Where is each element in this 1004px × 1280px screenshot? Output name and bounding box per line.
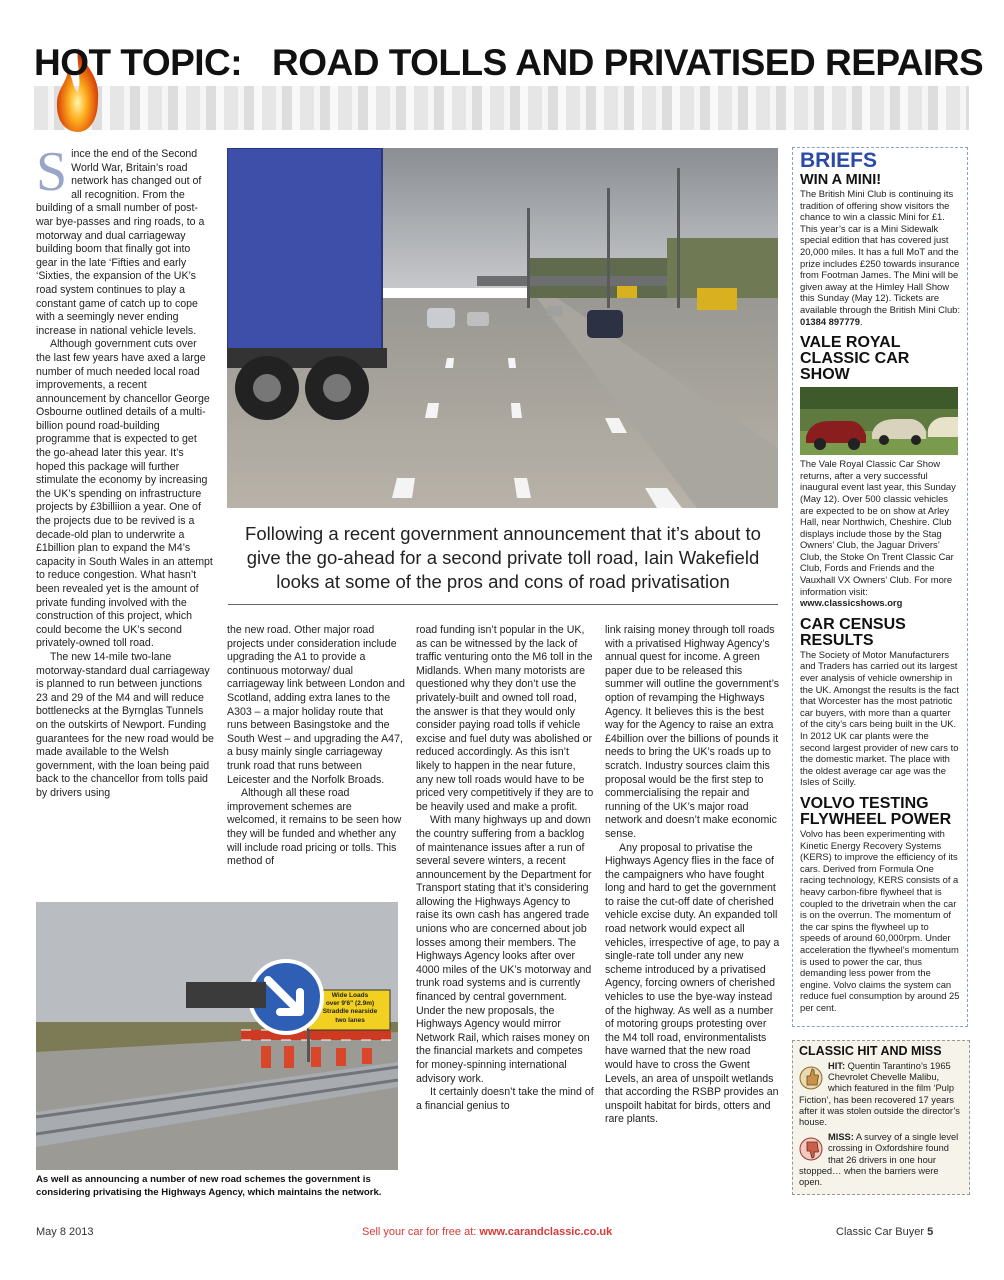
paragraph: The new 14-mile two-lane motorway-standard dual carriageway is planned to run between junctions 23 and 29 of the M4 and will reduce bottlenecks at the Byrnglas Tunnels on the outskirts of Newport. Funding guarantees for the new road would be made available to the Welsh government, with the loan being paid back to the chancellor from tolls paid by drivers using bbox=[36, 650, 214, 799]
hit-body: Quentin Tarantino’s 1965 Chevrolet Chevelle Malibu, which featured in the film ‘Pulp Fiction’, has been recovered 17 years after it was stolen outside the director’s house. bbox=[799, 1061, 960, 1128]
brief-text: The Society of Motor Manufacturers and Traders has carried out its largest ever analysis of vehicle ownership in the UK. Amongst the results is the fact that Worcester has the most patriotic car buyers, with more than a quarter of the city’s cars being built in the UK. In 2012 UK car plants were the second largest provider of new cars to the domestic market. The place with the oldest average car age was the Isles of Scilly. bbox=[800, 648, 959, 788]
article-standfirst: Following a recent government announcement that it’s about to give the go-ahead for a second private toll road, Iain Wakefield looks at some of the pros and cons of road privatisation bbox=[245, 523, 761, 592]
brief-title: WIN A MINI! bbox=[800, 172, 882, 188]
tyre-tread-banner bbox=[34, 86, 969, 130]
miss-body: A survey of a single level crossing in Oxfordshire found that 26 drivers in one hour stopped… when the barriers were open. bbox=[799, 1132, 959, 1188]
hot-topic-label: HOT TOPIC: bbox=[34, 42, 243, 83]
promo-url[interactable]: www.carandclassic.co.uk bbox=[479, 1226, 613, 1238]
paragraph: link raising money through toll roads with a privatised Highway Agency’s annual quest for income. A green paper due to be released this summer will outline the government’s option of revamping the Highways Agency. It believes this is the best way for the Agency to raise an extra £4billion over the billions of pounds it needs to bring the UK’s roads up to scratch. Industry sources claim this proposal would be the first step to commercialising the repair and running of the UK’s major road network and doesn’t make economic sense. bbox=[605, 624, 780, 840]
article-column-1 bbox=[36, 141, 214, 801]
classic-car-show-photo bbox=[800, 387, 958, 455]
page-number: 5 bbox=[927, 1226, 934, 1238]
paragraph: road funding isn’t popular in the UK, as can be witnessed by the lack of traffic venturing onto the M6 toll in the Midlands. When many motorists are questioned why they don’t use the privately-built and owned toll road, the answer is that they would only consider paying road tolls if vehicle excise and fuel duty was abolished or reduced accordingly. As this isn’t likely to happen in the near future, any new toll roads would have to be priced very competitively if they are to be heavily used and make a profit. bbox=[416, 624, 594, 813]
headline bbox=[34, 42, 984, 84]
paragraph: ince the end of the Second World War, Britain’s road network has changed out of all recognition. From the building of a small number of post-war bye-passes and ring roads, to a motorway and dual carriageway building boom that finally got into gear in the late ‘Fifties and early ‘Sixties, the expansion of the UK’s road system continues to play a constant game of catch up to cope with a seemingly never ending increase in national vehicle levels. bbox=[36, 148, 205, 337]
roadworks-sign-text bbox=[312, 992, 388, 1025]
hit-and-miss-box bbox=[792, 1040, 970, 1195]
paragraph: Although all these road improvement schemes are welcomed, it remains to be seen how they will be funded and whether any will include road pricing or tolls. This method of bbox=[227, 787, 402, 868]
magazine-name: Classic Car Buyer bbox=[836, 1226, 925, 1238]
hit-text bbox=[799, 1061, 963, 1128]
brief-url[interactable]: www.classicshows.org bbox=[800, 597, 903, 609]
article-column-2 bbox=[227, 624, 405, 869]
miss-text bbox=[799, 1132, 963, 1188]
hit-label: HIT: bbox=[828, 1061, 846, 1071]
brief-title: VALE ROYAL CLASSIC CAR SHOW bbox=[800, 334, 910, 384]
promo-text: Sell your car for free at: bbox=[362, 1226, 477, 1238]
paragraph: It certainly doesn’t take the mind of a financial genius to bbox=[416, 1086, 594, 1112]
brief-title: VOLVO TESTING FLYWHEEL POWER bbox=[800, 794, 952, 828]
brief-text bbox=[800, 458, 960, 609]
brief-body: The British Mini Club is continuing its tradition of offering show visitors the chance to win a classic Mini for £1. This year’s car is a Mini Sidewalk special edition that has covered just 20,000 miles. It has a full MoT and the prize includes £250 towards insurance from Footman James. The Mini will be given away at the Himley Hall Show this Sunday (May 12). Tickets are available through the British Mini Club: bbox=[800, 188, 960, 315]
article-column-4 bbox=[605, 624, 780, 1127]
brief-title: CAR CENSUS RESULTS bbox=[800, 615, 906, 649]
paragraph: the new road. Other major road projects under consideration include upgrading the A1 to provide a continuous motorway/ dual carriageway link between London and Scotland, adding extra lanes to the A303 – a major holiday route that runs between Basingstoke and the South West – and upgrading the A47, a busy mainly single carriageway trunk road that runs between Leicester and the Norfolk Broads. bbox=[227, 624, 405, 786]
thumbs-down-icon bbox=[799, 1134, 823, 1164]
page-title: ROAD TOLLS AND PRIVATISED REPAIRS bbox=[272, 42, 984, 83]
brief-text: The British Mini Club is continuing its tradition of offering show visitors the chance to win a classic Mini for £1. This year’s car is a Mini Sidewalk special edition that has covered just 20,000 miles. It has a full MoT and the prize includes £250 towards insurance from Footman James. The Mini will be given away at the Himley Hall Show this Sunday (May 12). Tickets are available through the British Mini Club: 01384 897779. bbox=[800, 188, 960, 327]
brief-body: The Vale Royal Classic Car Show returns, after a very successful inaugural event last year, this Sunday (May 12). Over 500 classic vehicles are expected to be on show at Arley Hall, near Northwich, Cheshire. Club displays include those by the Stag Owners’ Club, the Jaguar Drivers’ Club, the Stoke On Trent Classic Car Club, Fords and Friends and the Vauxhall VX Owners’ Club. For more information visit: bbox=[800, 458, 956, 597]
photo-caption: As well as announcing a number of new road schemes the government is considering privatising the Highways Agency, which maintains the network. bbox=[36, 1174, 382, 1198]
drop-cap: S bbox=[36, 141, 68, 203]
divider bbox=[228, 604, 778, 605]
sign-line: Wide Loads bbox=[331, 992, 369, 999]
paragraph: Any proposal to privatise the Highways Agency flies in the face of the campaigners who have fought long and hard to get the government to raise the cut-off date of cherished vehicle excise duty. An expanded toll road network would expect all vehicles, irrespective of age, to pay a single-rate toll under any new scheme introduced by a privatised Agency, forcing owners of cherished vehicles to use the bye-way instead of the highway. As well as a number of motoring groups protesting over the M4 toll road, environmentalists have warned that the new road would have to cross the Gwent Levels, an area of unspoilt wetlands that according the RSBP provides an unspoilt habitat for birds, otters and rare plants. bbox=[605, 841, 780, 1126]
miss-label: MISS: bbox=[828, 1132, 854, 1143]
footer-magazine bbox=[836, 1226, 933, 1238]
issue-date: May 8 2013 bbox=[36, 1226, 94, 1238]
paragraph: With many highways up and down the country suffering from a backlog of maintenance issues after a run of several severe winters, a recent announcement by the Department for Transport stating that it’s considering allowing the Highways Agency to raise its own cash has angered trade unions who are concerned about job losses among their members. The Highways Agency looks after over 4000 miles of the UK’s motorway and trunk road systems and is currently financed by central government. Under the new proposals, the Highways Agency would mirror Network Rail, which raises money on the financial markets and competes for money-spinning international advisory work. bbox=[416, 814, 592, 1085]
brief-text: Volvo has been experimenting with Kinetic Energy Recovery Systems (KERS) to improve the efficiency of its cars. Derived from Formula One racing technology, KERS consists of a heavy carbon-fibre flywheel that is coupled to the drivetrain when the car is on the overrun. The momentum of the car spins the flywheel up to speeds of around 60,000rpm. Under acceleration the flywheel’s momentum is used to power the car, thus demanding less power from the engine. Volvo claims the system can reduce fuel consumption by around 25 per cent. bbox=[800, 827, 960, 1013]
thumbs-up-icon bbox=[799, 1063, 823, 1093]
sign-line: two lanes bbox=[335, 1016, 365, 1024]
paragraph: Although government cuts over the last few years have axed a large number of much needed local road improvements, a recent announcement by chancellor George Osbourne outlined details of a multi-billion pound road-building programme that is expected to get the go-ahead later this year. It’s hoped this package will further stimulate the economy by increasing the UK’s spending on infrastructure projects by £3billiion a year. One of the projects due to be revived is a decade-old plan to underwrite a £1billion plan to expand the M4’s capacity in South Wales in an attempt to reduce congestion. What hasn’t been revealed yet is the amount of private funding involved with the construction of this project, which could become the UK’s second privately-owned toll road. bbox=[36, 338, 213, 650]
roadworks-photo bbox=[36, 902, 398, 1170]
article-column-3 bbox=[416, 624, 594, 1113]
briefs-heading: BRIEFS bbox=[800, 149, 878, 172]
briefs-sidebar bbox=[792, 147, 968, 1027]
motorway-photo bbox=[227, 148, 778, 508]
sign-line: over 9'6" (2.9m) bbox=[325, 1000, 375, 1008]
footer-promo bbox=[362, 1226, 612, 1238]
sign-line: Straddle nearside bbox=[322, 1008, 378, 1016]
hit-miss-title: CLASSIC HIT AND MISS bbox=[799, 1044, 942, 1058]
phone-number: 01384 897779 bbox=[800, 315, 860, 327]
